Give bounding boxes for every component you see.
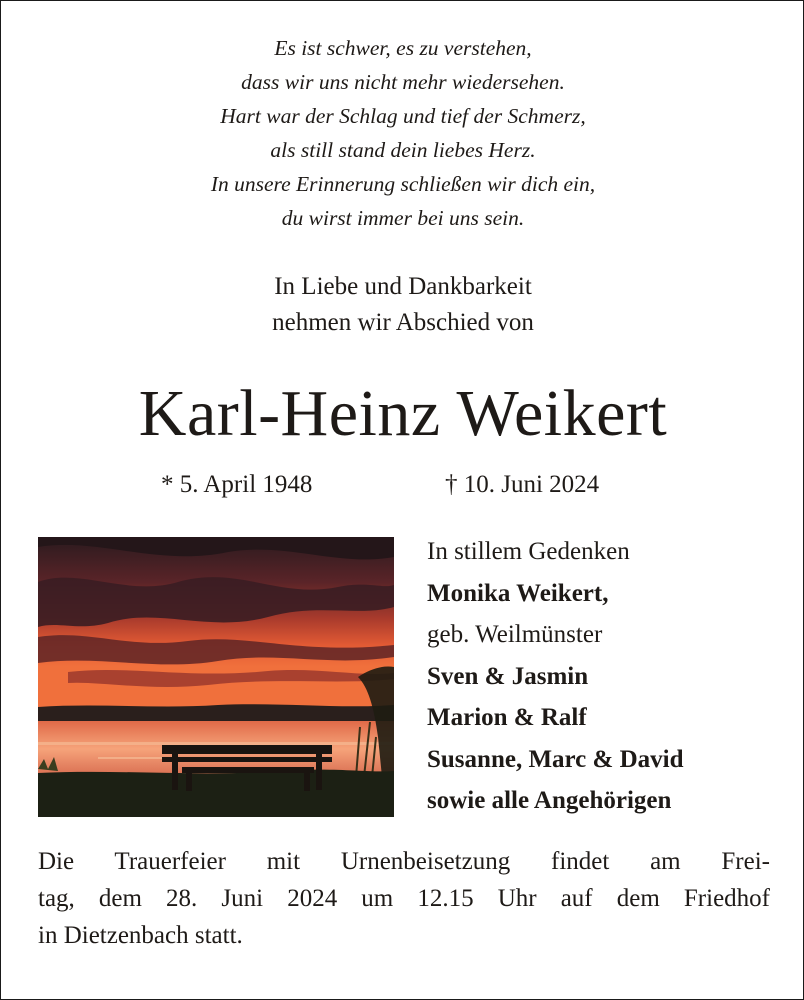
mourner-line: Susanne, Marc & David [427, 745, 684, 773]
mourner-line: Monika Weikert, [427, 579, 609, 607]
poem-line: als still stand dein liebes Herz. [270, 138, 536, 162]
deceased-name: Karl-Heinz Weikert [138, 377, 668, 450]
poem-line: dass wir uns nicht mehr wiedersehen. [241, 70, 565, 94]
poem-line: du wirst immer bei uns sein. [281, 206, 525, 230]
life-dates [1, 468, 804, 502]
sunset-bench-photo [38, 537, 394, 817]
mourners-heading: In stillem Gedenken [427, 538, 630, 565]
memorial-poem [1, 31, 804, 235]
birth-date: * 5. April 1948 [161, 471, 313, 498]
poem-line: In unsere Erinnerung schließen wir dich ein, [210, 172, 596, 196]
funeral-service-info [38, 843, 770, 954]
poem-line: Es ist schwer, es zu verstehen, [274, 36, 532, 60]
service-line: tag, dem 28. Juni 2024 um 12.15 Uhr auf dem Friedhof [38, 885, 770, 912]
sunset-bench-image [38, 537, 394, 817]
intro-line: nehmen wir Abschied von [272, 309, 534, 336]
death-date: † 10. Juni 2024 [445, 471, 600, 498]
intro-line: In Liebe und Dankbarkeit [274, 273, 532, 300]
mourner-line: sowie alle Angehörigen [427, 787, 672, 814]
mourners-list [427, 531, 787, 822]
mourner-line: Marion & Ralf [427, 704, 587, 731]
mourner-line: Sven & Jasmin [427, 662, 589, 690]
service-line: in Dietzenbach statt. [38, 922, 243, 949]
farewell-intro [1, 269, 804, 341]
poem-line: Hart war der Schlag und tief der Schmerz, [220, 104, 586, 128]
service-line: Die Trauerfeier mit Urnenbeisetzung findet am Frei- [38, 848, 770, 875]
mourner-line: geb. Weilmünster [427, 621, 603, 648]
